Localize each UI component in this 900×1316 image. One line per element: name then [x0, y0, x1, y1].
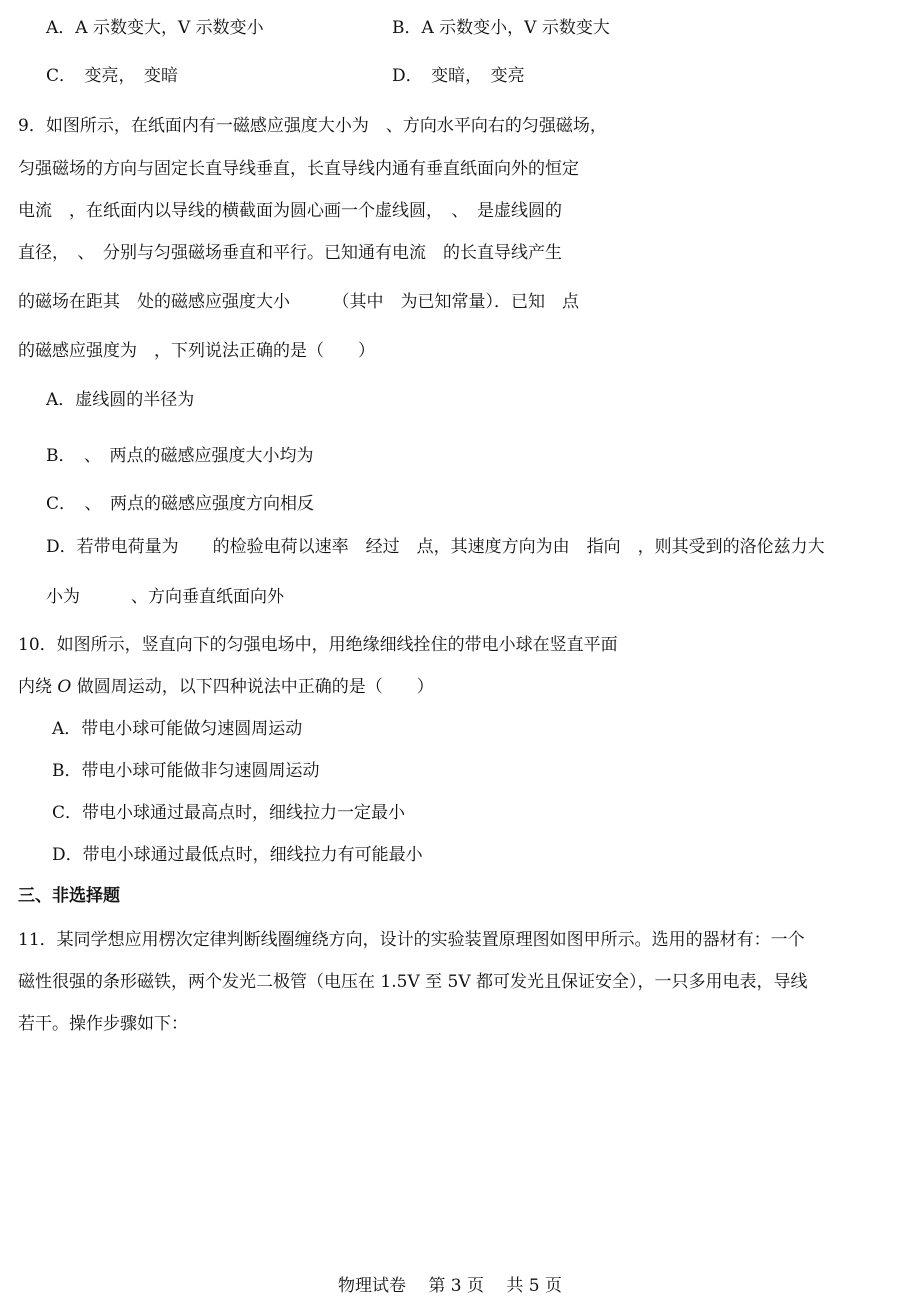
q9-option-c: C． 、 两点的磁感应强度方向相反: [46, 494, 315, 514]
q11-stem-line-3: 若干。操作步骤如下：: [18, 1014, 188, 1034]
page-footer: 物理试卷 第 3 页 共 5 页: [337, 1276, 563, 1296]
q11-stem-line-2: 磁性很强的条形磁铁，两个发光二极管（电压在 1.5V 至 5V 都可发光且保证安全），一只多用电表，导线: [18, 972, 808, 992]
q8-option-c: C． 变亮， 变暗: [46, 66, 179, 86]
section-title-non-choice: 三、非选择题: [18, 886, 120, 906]
q11-stem-line-1: 11．某同学想应用楞次定律判断线圈缠绕方向，设计的实验装置原理图如图甲所示。选用的器材有：一个: [18, 930, 805, 950]
q8-option-b: B．A 示数变小，V 示数变大: [392, 18, 610, 38]
q9-stem-line-1: 9．如图所示，在纸面内有一磁感应强度大小为 、方向水平向右的匀强磁场，: [18, 116, 607, 136]
q9-option-a: A．虚线圆的半径为: [46, 390, 195, 410]
q9-stem-line-2: 匀强磁场的方向与固定长直导线垂直，长直导线内通有垂直纸面向外的恒定: [18, 159, 579, 179]
q9-stem-line-5: 的磁场在距其 处的磁感应强度大小 （其中 为已知常量）．已知 点: [18, 292, 579, 312]
q10-option-d: D．带电小球通过最低点时，细线拉力有可能最小: [52, 845, 423, 865]
q10-option-b: B．带电小球可能做非匀速圆周运动: [52, 761, 320, 781]
q10-option-a: A．带电小球可能做匀速圆周运动: [52, 719, 303, 739]
q9-option-d-line-1: D．若带电荷量为 的检验电荷以速率 经过 点，其速度方向为由 指向 ，则其受到的洛伦兹力大: [46, 537, 825, 557]
q8-option-d: D． 变暗， 变亮: [392, 66, 525, 86]
q9-option-d-line-2: 小为 、方向垂直纸面向外: [46, 587, 284, 607]
q8-option-a: A．A 示数变大，V 示数变小: [46, 18, 264, 38]
point-o-label: O: [57, 677, 72, 697]
q10-option-c: C．带电小球通过最高点时，细线拉力一定最小: [52, 803, 406, 823]
q9-stem-line-4: 直径， 、 分别与匀强磁场垂直和平行。已知通有电流 的长直导线产生: [18, 243, 562, 263]
q10-stem-line-1: 10．如图所示，竖直向下的匀强电场中，用绝缘细线拴住的带电小球在竖直平面: [18, 635, 618, 655]
q10-stem-line-2-suffix: 做圆周运动，以下四种说法中正确的是（ ）: [71, 677, 434, 697]
q9-option-b: B． 、 两点的磁感应强度大小均为: [46, 446, 314, 466]
q9-stem-line-3: 电流 ，在纸面内以导线的横截面为圆心画一个虚线圆， 、 是虚线圆的: [18, 201, 562, 221]
q10-stem-line-2-prefix: 内绕: [18, 677, 58, 697]
q10-stem-line-2: [18, 675, 434, 699]
q9-stem-line-6: 的磁感应强度为 ，下列说法正确的是（ ）: [18, 341, 375, 361]
